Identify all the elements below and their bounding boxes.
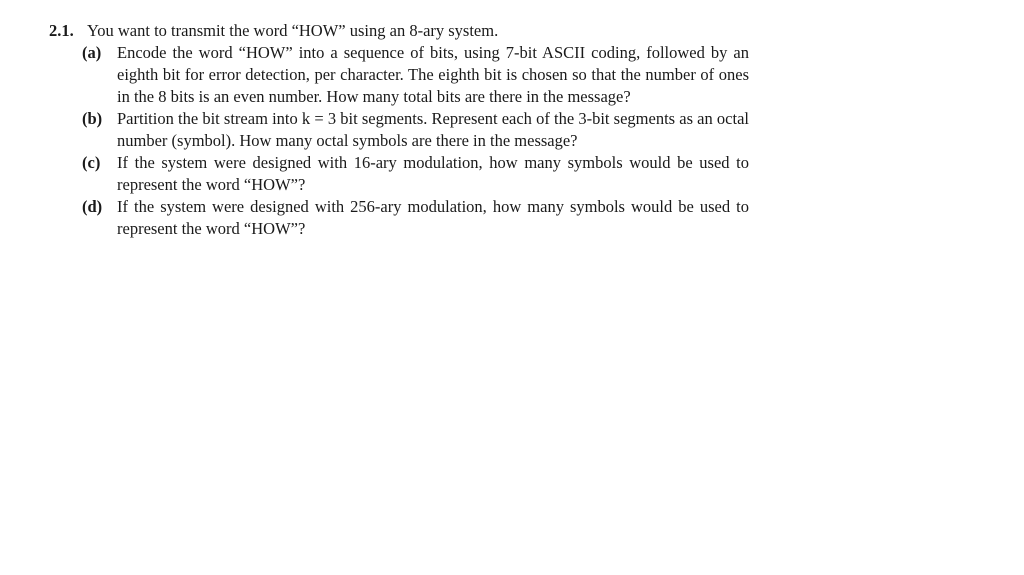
part-d-text: If the system were designed with 256-ary modulation, how many symbols would be used to represent the word “HOW”?	[117, 197, 749, 238]
part-b-text: Partition the bit stream into k = 3 bit segments. Represent each of the 3-bit segments as an octal number (symbol). How many octal symbols are there in the message?	[117, 109, 749, 150]
part-c-text: If the system were designed with 16-ary modulation, how many symbols would be used to represent the word “HOW”?	[117, 153, 749, 194]
part-a	[82, 42, 749, 108]
problem-parts	[82, 42, 749, 240]
part-d	[82, 196, 749, 240]
problem-header	[49, 20, 749, 42]
problem-stem: You want to transmit the word “HOW” using an 8-ary system.	[87, 21, 499, 40]
part-a-label: (a)	[82, 43, 102, 62]
part-a-text: Encode the word “HOW” into a sequence of bits, using 7-bit ASCII coding, followed by an eighth bit for error detection, per character. The eighth bit is chosen so that the number of ones in the 8 bits is an even number. How many total bits are there in the message?	[117, 43, 749, 106]
part-d-label: (d)	[82, 197, 103, 216]
problem-2-1	[49, 20, 749, 240]
part-c	[82, 152, 749, 196]
part-c-label: (c)	[82, 153, 101, 172]
problem-number: 2.1.	[49, 21, 74, 40]
part-b	[82, 108, 749, 152]
part-b-label: (b)	[82, 109, 103, 128]
